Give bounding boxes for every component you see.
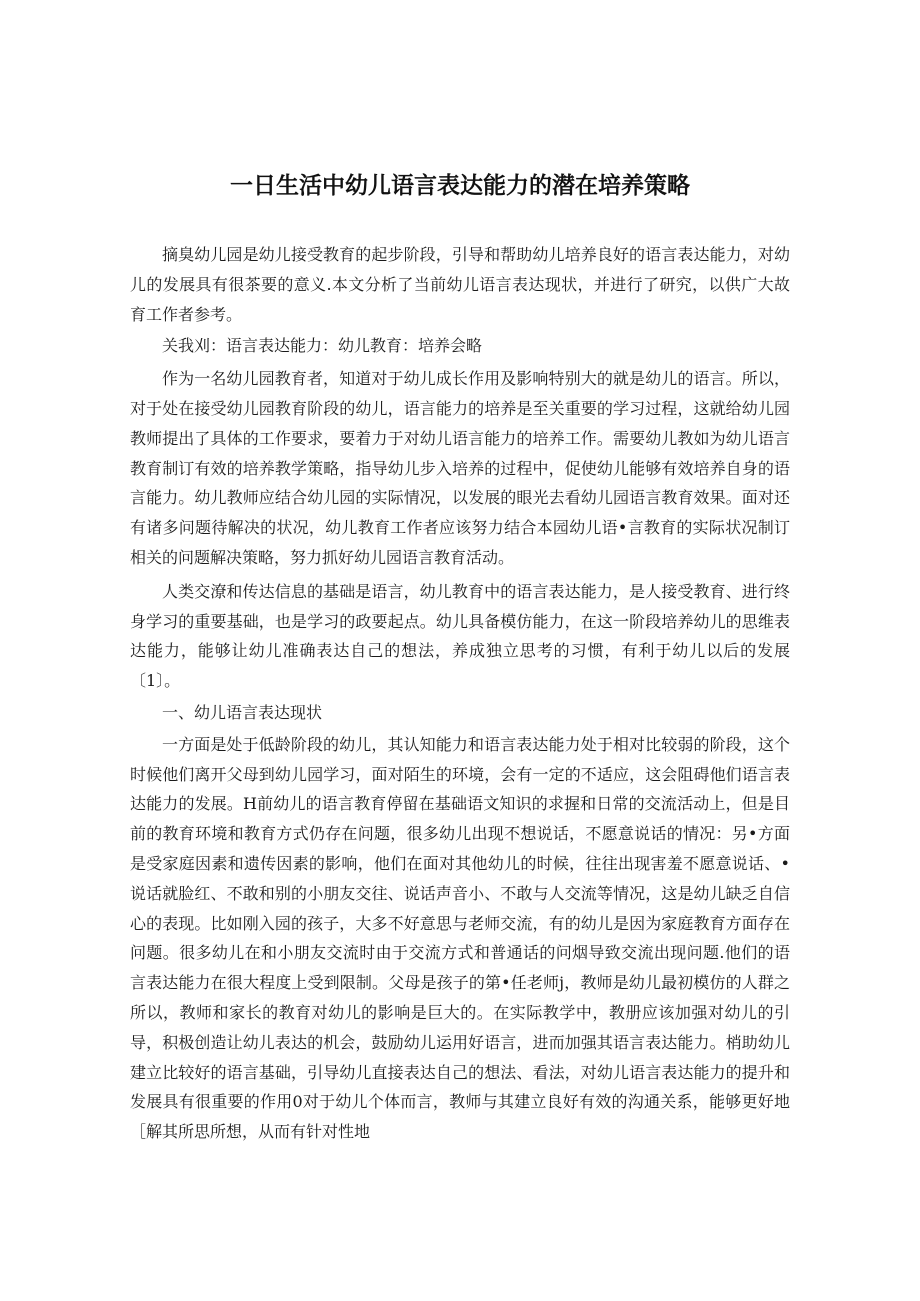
document-body — [130, 240, 790, 1147]
section-heading: 一、幼儿语言表达现状 — [162, 702, 323, 722]
intro-paragraph-1: 作为一名幼儿园教育者，知道对于幼儿成长作用及影响特别大的就是幼儿的语言。所以，对于处在接受幼儿园教育阶段的幼儿，语言能力的培养是至关重要的学习过程，这就给幼儿园教师提出了具体的工作要求，要着力于对幼儿语言能力的培养工作。需要幼儿教如为幼儿语言教育制订有效的培养教学策略，指导幼儿步入培养的过程中，促使幼儿能够有效培养自身的语言能力。幼儿教师应结合幼儿园的实际情况，以发展的眼光去看幼儿园语言教育效果。面对还有诸多问题待解决的状况，幼儿教育工作者应该努力结合本园幼儿语•言教育的实际状况制订相关的问题解决策略，努力抓好幼儿园语言教育活动。 — [130, 369, 790, 567]
keywords-line: 关我刈：语言表达能力：幼儿教育：培养会略 — [162, 336, 483, 356]
document-title: 一日生活中幼儿语言表达能力的潜在培养策略 — [230, 173, 690, 199]
abstract-paragraph: 摘臭幼儿园是幼儿接受教育的起步阶段，引导和帮助幼儿培养良好的语言表达能力，对幼儿的发展具有很茶要的意义.本文分析了当前幼儿语言表达现状，并进行了研究，以供广大故育工作者参考。 — [130, 245, 790, 324]
section-paragraph: 一方面是处于低龄阶段的幼儿，其认知能力和语言表达能力处于相对比较弱的阶段，这个时候他们离开父母到幼儿园学习，面对陌生的环境，会有一定的不适应，这会阻碍他们语言表达能力的发展。H前幼儿的语言教育停留在基础语文知识的求握和日常的交流活动上，但是目前的教育环境和教育方式仍存在问题，很多幼儿出现不想说话，不愿意说话的情况：另•方面是受家庭因素和遗传因素的影响，他们在面对其他幼儿的时候，往往出现害羞不愿意说话、•说话就脸红、不敢和别的小朋友交往、说话声音小、不敢与人交流等情况，这是幼儿缺乏自信心的表现。比如刚入园的孩子，大多不好意思与老师交流，有的幼儿是因为家庭教育方面存在问题。很多幼儿在和小朋友交流时由于交流方式和普通话的问烟导致交流出现问题.他们的语言表达能力在很大程度上受到限制。父母是孩子的第•任老师j，教师是幼儿最初模仿的人群之所以，教师和家长的教育对幼儿的影响是巨大的。在实际教学中，教册应该加强对幼儿的引导，积极创造让幼儿表达的机会，鼓励幼儿运用好语言，进而加强其语言表达能力。梢助幼儿建立比较好的语言基础，引导幼儿直接表达自己的想法、看法，对幼儿语言表达能力的提升和发展具有很重要的作用0对于幼儿个体而言，教师与其建立良好有效的沟通关系，能够更好地［解其所思所想，从而有针对性地 — [130, 734, 790, 1142]
intro-paragraph-2: 人类交潦和传达信息的基础是语言，幼儿教育中的语言表达能力，是人接受教育、进行终身学习的重要基础，也是学习的政要起点。幼儿具备模仿能力，在这一阶段培养幼儿的思维表达能力，能够让幼儿准确表达自己的想法，养成独立思考的习惯，有利于幼儿以后的发展〔1〕。 — [130, 581, 790, 691]
